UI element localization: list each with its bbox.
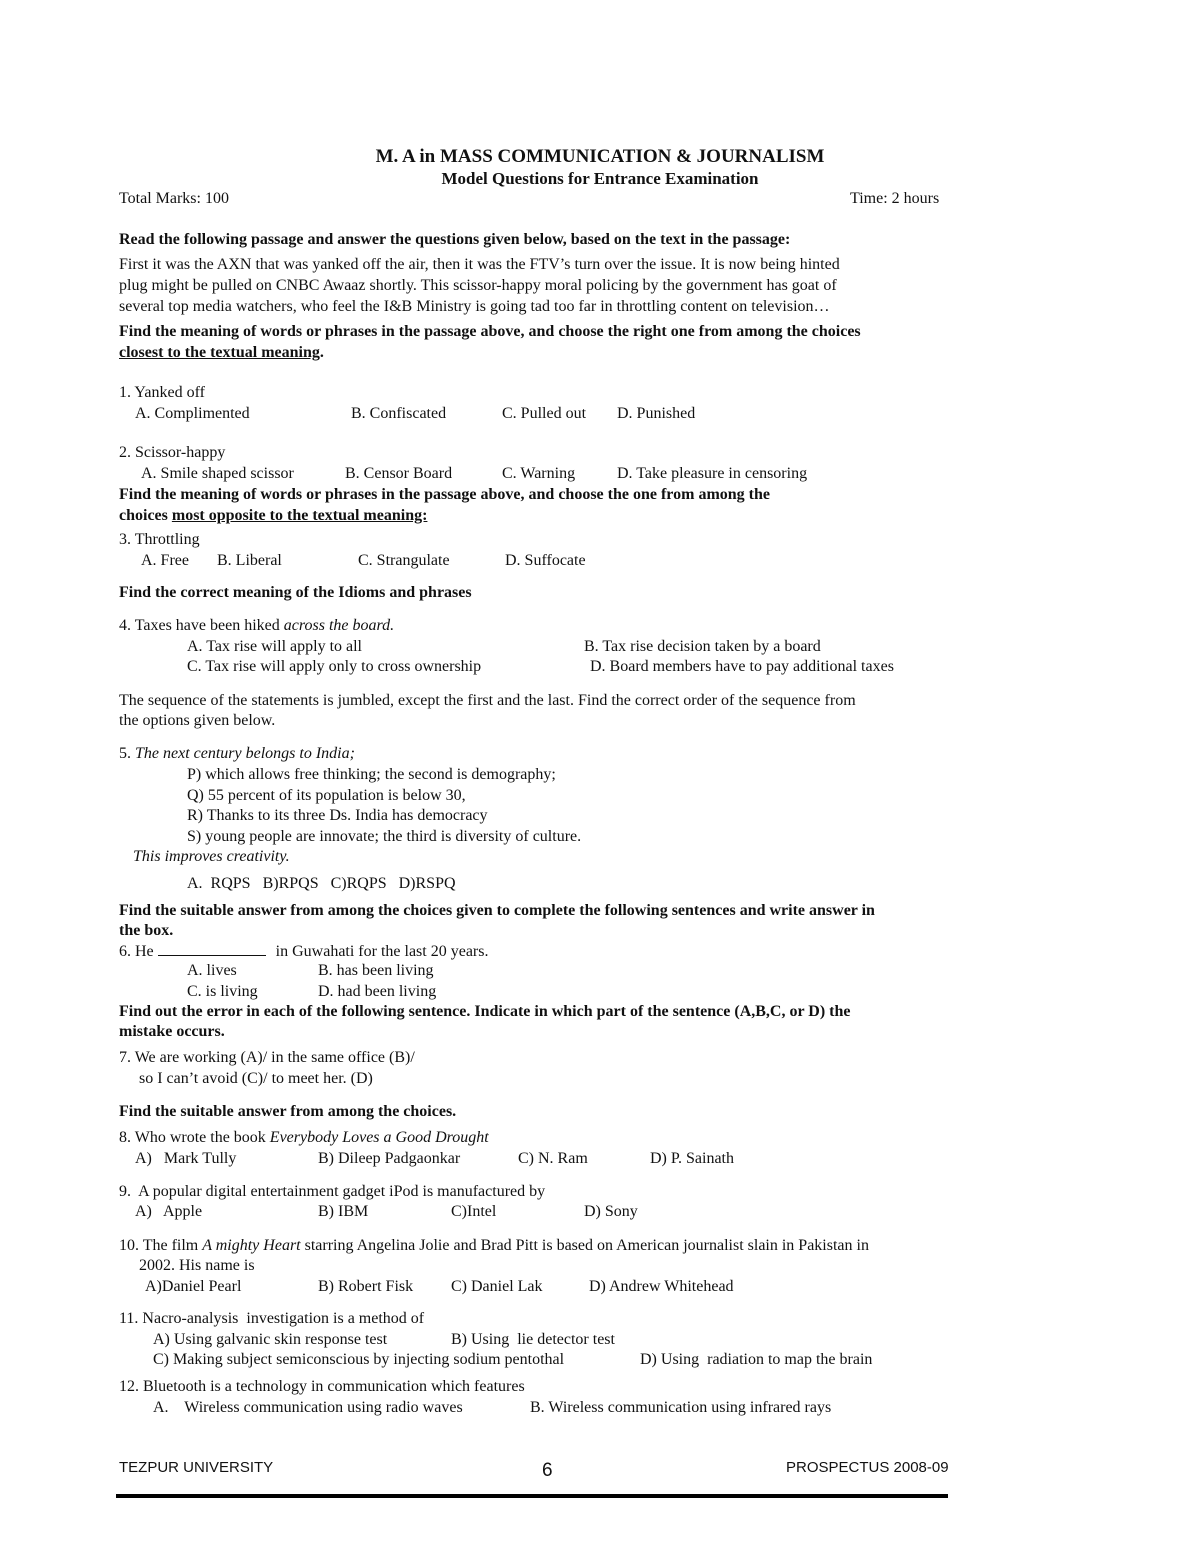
passage-line: plug might be pulled on CNBC Awaaz shortly. This scissor-happy moral policing by the government has goat of [119, 277, 837, 294]
page-number: 6 [542, 1460, 553, 1481]
option: B. Liberal [217, 552, 282, 569]
question-stem [119, 744, 355, 764]
option: B) Dileep Padgaonkar [318, 1150, 461, 1167]
option: C. Tax rise will apply only to cross ownership [187, 658, 482, 675]
option: B. has been living [318, 962, 434, 979]
section-instruction: the options given below. [119, 712, 276, 729]
section-heading: Find the correct meaning of the Idioms and phrases [119, 584, 472, 601]
question-stem: 9. A popular digital entertainment gadget iPod is manufactured by [119, 1183, 546, 1200]
section-instruction [119, 343, 324, 363]
stem-text: 8. Who wrote the book [119, 1129, 270, 1146]
statement: P) which allows free thinking; the second is demography; [187, 766, 556, 783]
option: A) Apple [135, 1203, 203, 1220]
question-stem: 2. Scissor-happy [119, 444, 226, 461]
option: D. had been living [318, 983, 437, 1000]
option: B. Confiscated [351, 405, 447, 422]
option: B) IBM [318, 1203, 369, 1220]
section-instruction: Find the meaning of words or phrases in the passage above, and choose the right one from among the choices [119, 323, 861, 340]
underlined-text: closest to the textual meaning [119, 344, 320, 361]
footer-university: TEZPUR UNIVERSITY [119, 1459, 274, 1476]
option: D) Using radiation to map the brain [640, 1351, 873, 1368]
option: D) Andrew Whitehead [589, 1278, 734, 1295]
stem-text: The next century belongs to India; [135, 745, 355, 762]
stem-text: 10. The film [119, 1237, 203, 1254]
statement: R) Thanks to its three Ds. India has democracy [187, 807, 488, 824]
option: D. Suffocate [505, 552, 586, 569]
total-marks: Total Marks: 100 [119, 190, 229, 207]
question-stem: 7. We are working (A)/ in the same office (B)/ [119, 1049, 415, 1066]
statement: Q) 55 percent of its population is below 30, [187, 787, 466, 804]
option: A) Mark Tully [135, 1150, 237, 1167]
option: B. Wireless communication using infrared rays [530, 1399, 832, 1416]
section-instruction: The sequence of the statements is jumbled, except the first and the last. Find the correct order of the sequence from [119, 692, 856, 709]
question-stem [119, 1128, 489, 1148]
option: C)Intel [451, 1203, 497, 1220]
section-heading: Find the suitable answer from among the choices. [119, 1103, 457, 1120]
option: C) Making subject semiconscious by injecting sodium pentothal [153, 1351, 565, 1368]
option: B) Robert Fisk [318, 1278, 414, 1295]
section-instruction: Find the suitable answer from among the choices given to complete the following sentences and write answer in [119, 902, 875, 919]
option: B) Using lie detector test [451, 1331, 615, 1348]
question-stem: 2002. His name is [139, 1257, 255, 1274]
option: B. Tax rise decision taken by a board [584, 638, 821, 655]
section-instruction: mistake occurs. [119, 1023, 225, 1040]
option: D) Sony [584, 1203, 638, 1220]
punctuation: . [319, 344, 324, 361]
footer-prospectus: PROSPECTUS 2008-09 [786, 1459, 949, 1476]
stem-text: 6. He [119, 943, 154, 960]
question-stem: so I can’t avoid (C)/ to meet her. (D) [139, 1070, 373, 1087]
option: D. Take pleasure in censoring [617, 465, 808, 482]
option: C. Strangulate [358, 552, 450, 569]
stem-text: in Guwahati for the last 20 years. [275, 943, 489, 960]
page-subtitle: Model Questions for Entrance Examination [441, 169, 759, 188]
answer-blank[interactable] [158, 941, 266, 956]
statement: S) young people are innovate; the third is diversity of culture. [187, 828, 582, 845]
option: C) Daniel Lak [451, 1278, 543, 1295]
footer-rule [116, 1494, 948, 1498]
instruction-text: choices [119, 507, 172, 524]
passage-line: several top media watchers, who feel the I&B Ministry is going tad too far in throttling content on television… [119, 298, 830, 315]
option-row: A. RQPS B)RPQS C)RQPS D)RSPQ [187, 875, 456, 892]
section-instruction: the box. [119, 922, 174, 939]
book-title: Everybody Loves a Good Drought [269, 1129, 489, 1146]
stem-text: starring Angelina Jolie and Brad Pitt is based on American journalist slain in Pakistan in [300, 1237, 869, 1254]
section-instruction: Find the meaning of words or phrases in the passage above, and choose the one from among the [119, 486, 770, 503]
option: C. is living [187, 983, 258, 1000]
section-instruction: Find out the error in each of the following sentence. Indicate in which part of the sentence (A,B,C, or D) the [119, 1003, 851, 1020]
question-stem [119, 1236, 869, 1256]
option: B. Censor Board [345, 465, 453, 482]
question-stem: 11. Nacro-analysis investigation is a method of [119, 1310, 425, 1327]
option: D. Board members have to pay additional taxes [590, 658, 894, 675]
option: A) Using galvanic skin response test [153, 1331, 388, 1348]
page-title: M. A in MASS COMMUNICATION & JOURNALISM [375, 146, 825, 167]
option: A. Complimented [135, 405, 250, 422]
stem-text: 4. Taxes have been hiked [119, 617, 284, 634]
film-title: A mighty Heart [202, 1237, 301, 1254]
passage-line: First it was the AXN that was yanked off the air, then it was the FTV’s turn over the issue. It is now being hinted [119, 256, 840, 273]
question-number: 5. [119, 745, 135, 762]
passage-instruction: Read the following passage and answer the questions given below, based on the text in the passage: [119, 231, 791, 248]
option: D. Punished [617, 405, 696, 422]
option: A. lives [187, 962, 237, 979]
option: C) N. Ram [518, 1150, 588, 1167]
idiom-text: across the board. [283, 617, 395, 634]
time-limit: Time: 2 hours [850, 190, 940, 207]
option: A. Smile shaped scissor [141, 465, 294, 482]
option: A. Free [141, 552, 189, 569]
option: A. Wireless communication using radio waves [153, 1399, 463, 1416]
option: C. Pulled out [502, 405, 587, 422]
question-stem: 1. Yanked off [119, 384, 205, 401]
question-stem: 3. Throttling [119, 531, 200, 548]
underlined-text: most opposite to the textual meaning: [171, 507, 428, 524]
option: A. Tax rise will apply to all [187, 638, 362, 655]
section-instruction [119, 506, 427, 526]
option: A)Daniel Pearl [145, 1278, 242, 1295]
question-stem [119, 616, 394, 636]
question-stem: 12. Bluetooth is a technology in communication which features [119, 1378, 525, 1395]
question-stem [119, 941, 488, 962]
statement-end: This improves creativity. [133, 848, 290, 865]
option: C. Warning [502, 465, 576, 482]
option: D) P. Sainath [650, 1150, 734, 1167]
